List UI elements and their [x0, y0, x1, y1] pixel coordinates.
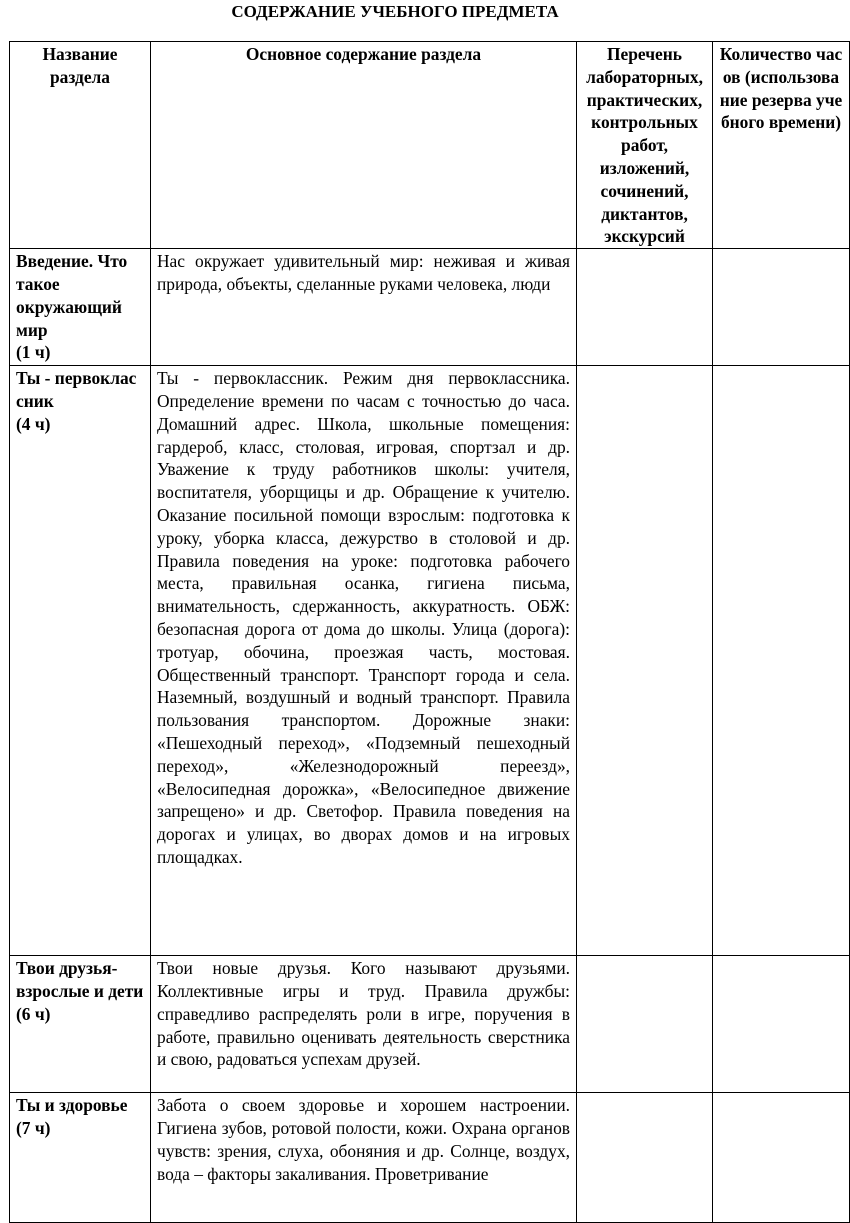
section-content: Нас окружает удивительный мир: неживая и живая природа, объекты, сделанные руками человека, люди: [151, 249, 577, 366]
column-header-section-name: Название раздела: [10, 42, 151, 249]
table-row: [10, 1093, 850, 1223]
column-header-works-list: Перечень лабораторных, практических, контрольных работ, изложений, сочинений, диктантов, экскурсий: [577, 42, 713, 249]
section-reserve: [713, 366, 850, 956]
section-reserve: [713, 1093, 850, 1223]
section-name-cell: [10, 956, 151, 1093]
section-name: Ты и здоровье: [16, 1095, 128, 1116]
section-hours: (4 ч): [16, 413, 51, 434]
section-name: Введение. Что такое окружающий мир: [16, 251, 128, 340]
section-name-cell: [10, 366, 151, 956]
section-reserve: [713, 956, 850, 1093]
section-works: [577, 956, 713, 1093]
section-name-cell: [10, 249, 151, 366]
column-header-main-content: Основное содержание раздела: [151, 42, 577, 249]
table-header-row: [10, 42, 850, 249]
section-reserve: [713, 249, 850, 366]
section-hours: (6 ч): [16, 1003, 51, 1024]
section-works: [577, 249, 713, 366]
section-name: Твои друзья-взрослые и дети: [16, 958, 144, 1001]
curriculum-table: [9, 41, 850, 1223]
section-content: Ты - первоклассник. Режим дня первоклассника. Определение времени по часам с точностью до часа. Домашний адрес. Школа, школьные помещения: гардероб, класс, столовая, игровая, спортзал и др. Уважение к труду работников школы: учителя, воспитателя, уборщицы и др. Обращение к учителю. Оказание посильной помощи взрослым: подготовка к уроку, уборка класса, дежурство в столовой и др. Правила поведения на уроке: подготовка рабочего места, правильная осанка, гигиена письма, внимательность, сдержанность, аккуратность. ОБЖ: безопасная дорога от дома до школы. Улица (дорога): тротуар, обочина, проезжая часть, мостовая. Общественный транспорт. Транспорт города и села. Наземный, воздушный и водный транспорт. Правила пользования транспортом. Дорожные знаки: «Пешеходный переход», «Подземный пешеходный переход», «Железнодорожный переезд», «Велосипедная дорожка», «Велосипедное движение запрещено» и др. Светофор. Правила поведения на дорогах и улицах, во дворах домов и на игровых площадках.: [151, 366, 577, 956]
table-row: [10, 366, 850, 956]
section-hours: (7 ч): [16, 1117, 51, 1138]
section-works: [577, 366, 713, 956]
section-content: Забота о своем здоровье и хорошем настроении. Гигиена зубов, ротовой полости, кожи. Охрана органов чувств: зрения, слуха, обоняния и др. Солнце, воздух, вода – факторы закаливания. Проветривание: [151, 1093, 577, 1223]
column-header-hours: Количество часов (использование резерва учебного времени): [713, 42, 850, 249]
section-works: [577, 1093, 713, 1223]
table-row: [10, 249, 850, 366]
section-name-cell: [10, 1093, 151, 1223]
section-hours: (1 ч): [16, 342, 51, 363]
table-row: [10, 956, 850, 1093]
page-title: СОДЕРЖАНИЕ УЧЕБНОГО ПРЕДМЕТА: [231, 2, 559, 21]
section-content: Твои новые друзья. Кого называют друзьями. Коллективные игры и труд. Правила дружбы: справедливо распределять роли в игре, поручения в работе, правильно оценивать деятельность сверстника и свою, радоваться успехам друзей.: [151, 956, 577, 1093]
section-name: Ты - первоклассник: [16, 368, 137, 411]
